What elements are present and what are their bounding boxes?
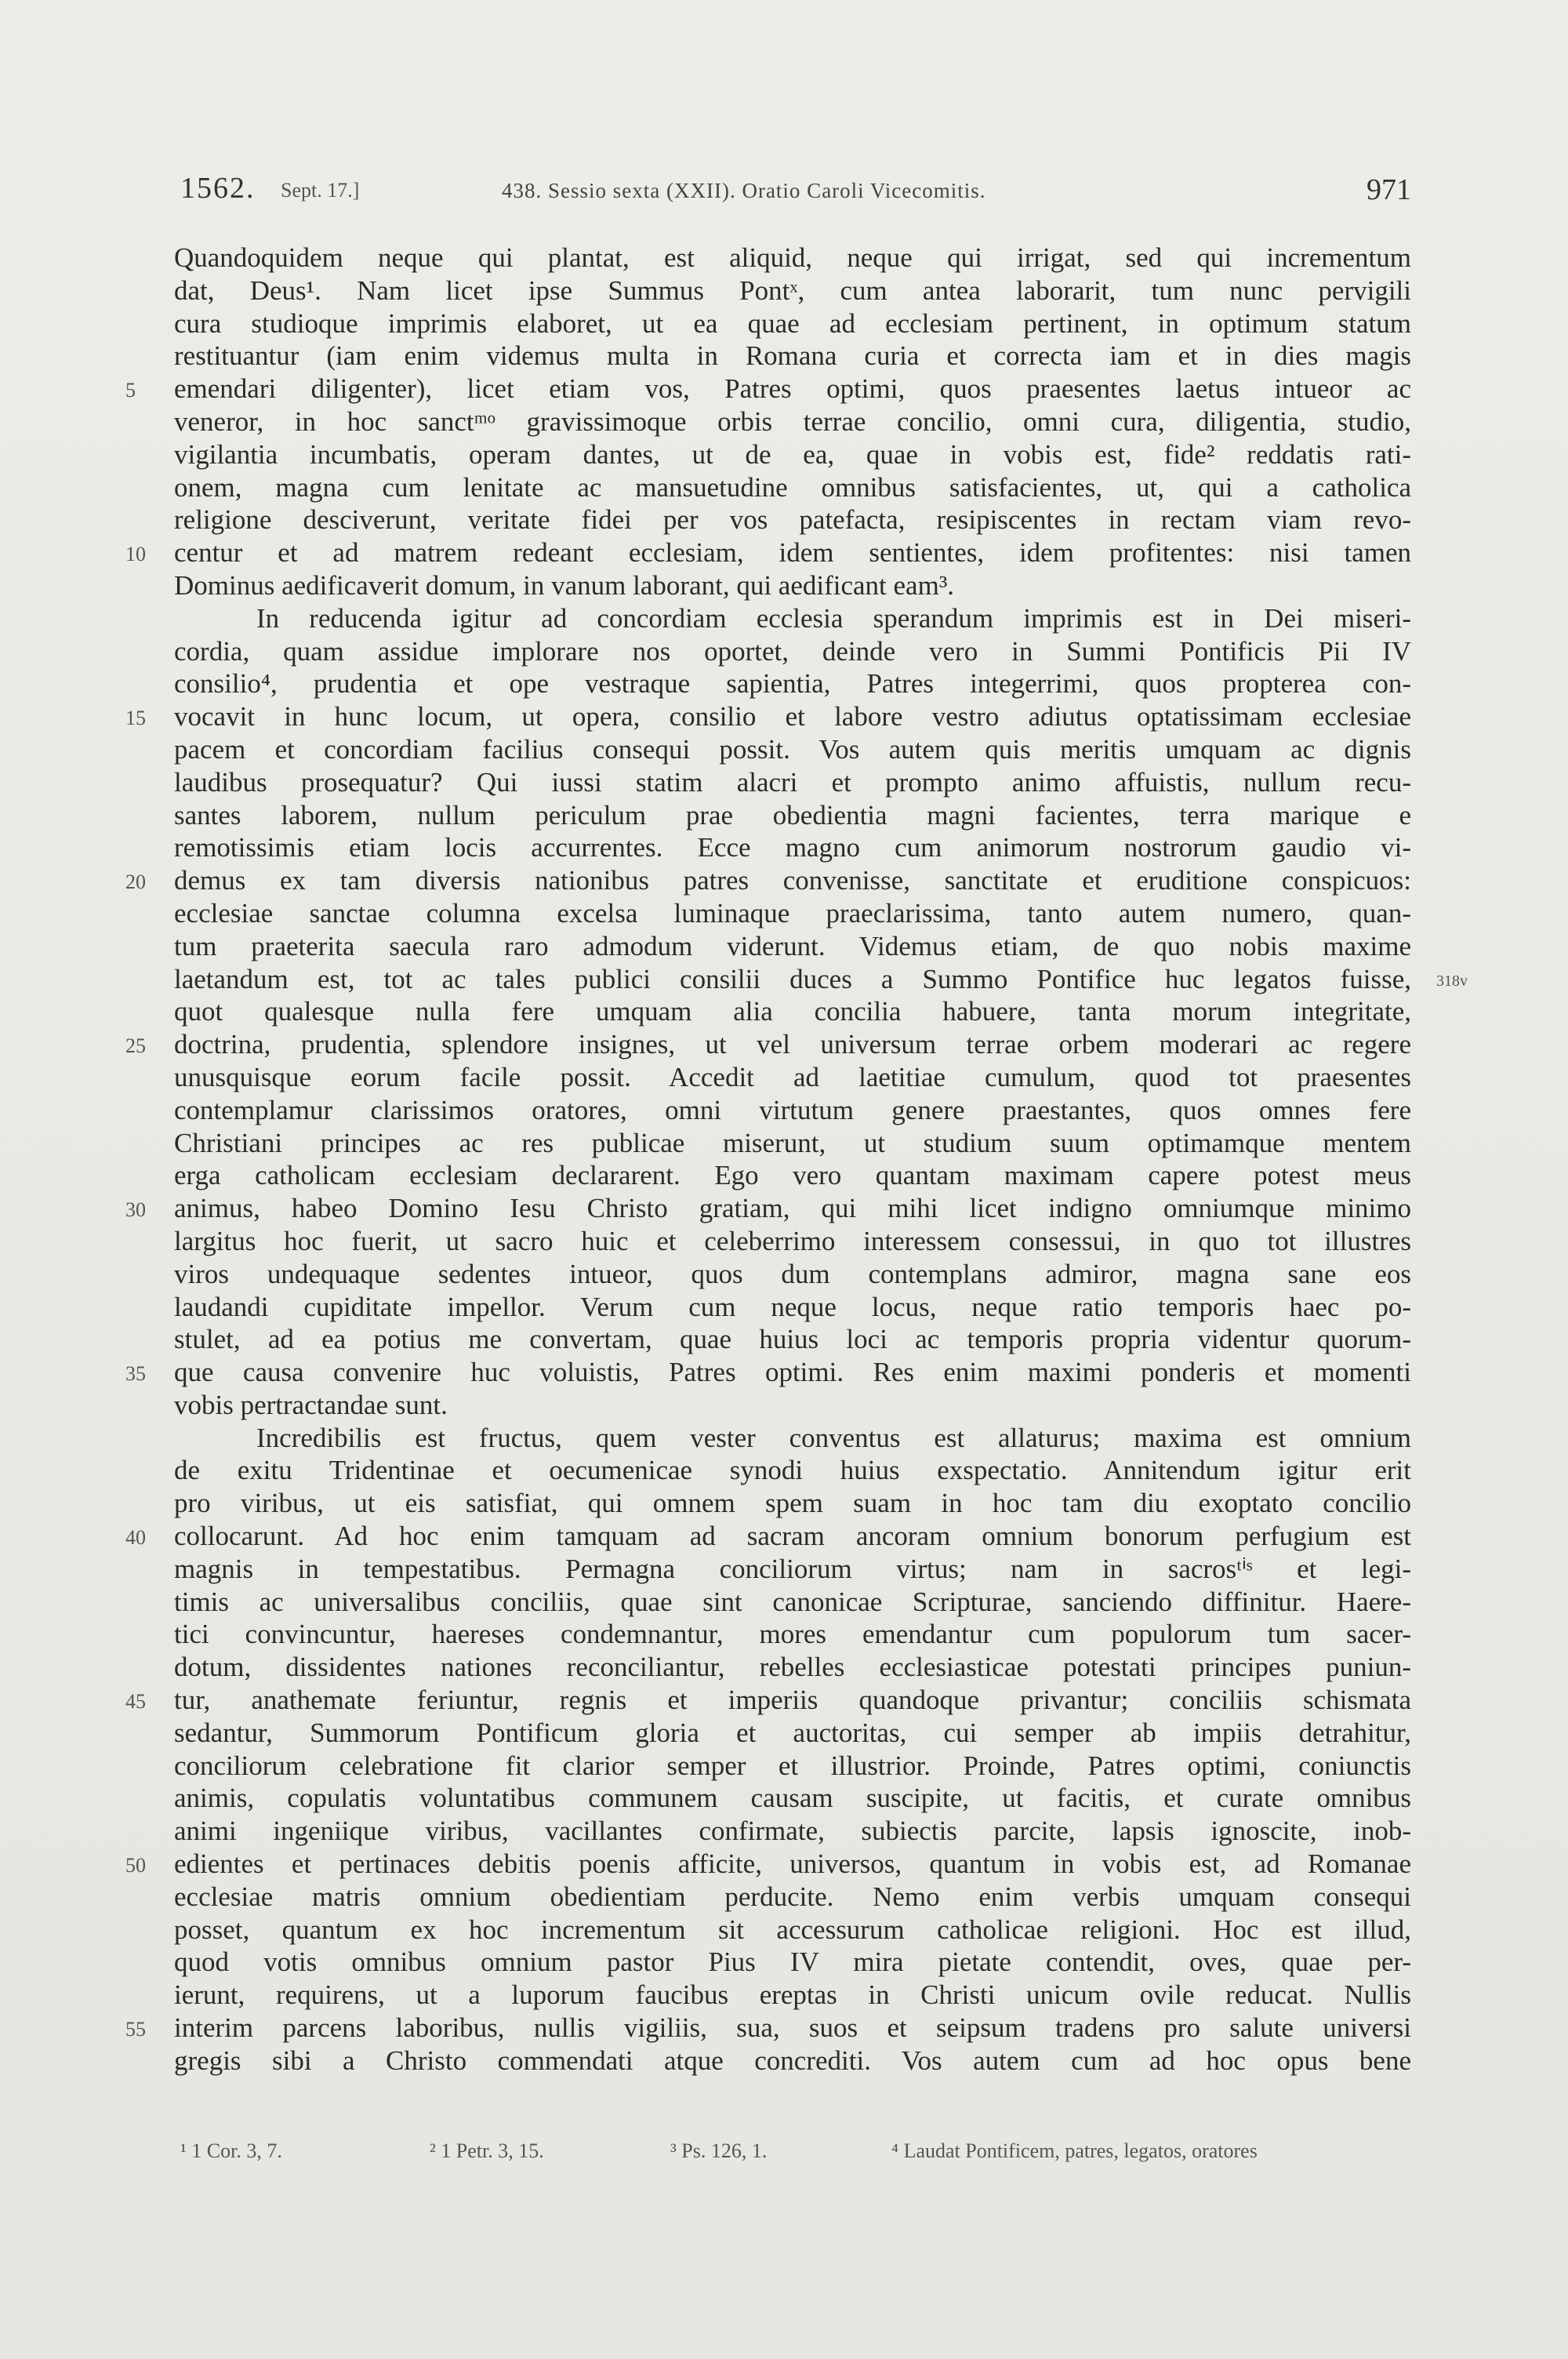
text-line: stulet, ad ea potius me convertam, quae huius loci ac temporis propria videntur quorum- [174,1324,1411,1355]
text-line: doctrina, prudentia, splendore insignes, ut vel universum terrae orbem moderari ac regere [174,1029,1411,1060]
text-line: collocarunt. Ad hoc enim tamquam ad sacram ancoram omnium bonorum perfugium est [174,1521,1411,1552]
header-date: Sept. 17.] [281,179,360,202]
running-header [180,171,1411,218]
text-line: timis ac universalibus conciliis, quae sint canonicae Scripturae, sanciendo diffinitur. Haere- [174,1586,1411,1617]
text-line: animis, copulatis voluntatibus communem causam suscipite, ut facitis, et curate omnibus [174,1783,1411,1814]
text-line: santes laborem, nullum periculum prae obedientia magni facientes, terra marique e [174,799,1411,831]
text-line: laudandi cupiditate impellor. Verum cum neque locus, neque ratio temporis haec po- [174,1291,1411,1322]
text-line: remotissimis etiam locis accurrentes. Ecce magno cum animorum nostrorum gaudio vi- [174,832,1411,863]
text-line: gregis sibi a Christo commendati atque concrediti. Vos autem cum ad hoc opus bene [174,2045,1411,2076]
text-line: dat, Deus¹. Nam licet ipse Summus Pontˣ, cum antea laborarit, tum nunc pervigili [174,274,1411,306]
text-line: laudibus prosequatur? Qui iussi statim alacri et prompto animo affuistis, nullum recu- [174,766,1411,798]
text-line: ierunt, requirens, ut a luporum faucibus ereptas in Christi unicum ovile reducat. Nullis [174,1979,1411,2011]
text-line: Christiani principes ac res publicae miserunt, ut studium suum optimamque mentem [174,1127,1411,1158]
text-line: demus ex tam diversis nationibus patres convenisse, sanctitate et eruditione conspicuos: [174,865,1411,896]
text-line: conciliorum celebratione fit clarior semper et illustrior. Proinde, Patres optimi, coniunctis [174,1750,1411,1781]
text-line: cura studioque imprimis elaboret, ut ea quae ad ecclesiam pertinent, in optimum statum [174,307,1411,339]
text-line: contemplamur clarissimos oratores, omni virtutum genere praestantes, quos omnes fere [174,1094,1411,1125]
text-line: ecclesiae matris omnium obedientiam perducite. Nemo enim verbis umquam consequi [174,1881,1411,1912]
line-number: 20 [125,871,146,894]
footnote-4: ⁴ Laudat Pontificem, patres, legatos, oratores [891,2139,1258,2162]
text-line: restituantur (iam enim videmus multa in Romana curia et correcta iam et in dies magis [174,340,1411,372]
line-number: 15 [125,707,146,730]
text-line: Quandoquidem neque qui plantat, est aliquid, neque qui irrigat, sed qui incrementum [174,242,1411,273]
text-line: centur et ad matrem redeant ecclesiam, idem sentientes, idem profitentes: nisi tamen [174,537,1411,569]
text-line: pacem et concordiam facilius consequi possit. Vos autem quis meritis umquam ac dignis [174,733,1411,765]
text-line: quot qualesque nulla fere umquam alia concilia habuere, tanta morum integritate, [174,996,1411,1027]
header-year: 1562. [180,172,256,205]
line-number: 5 [125,379,136,402]
text-line: sedantur, Summorum Pontificum gloria et auctoritas, cui semper ab impiis detrahitur, [174,1717,1411,1748]
text-line: In reducenda igitur ad concordiam ecclesia sperandum imprimis est in Dei miseri- [256,602,1411,634]
footnotes [180,2139,1411,2171]
text-line: posset, quantum ex hoc incrementum sit accessurum catholicae religioni. Hoc est illud, [174,1914,1411,1945]
text-line: pro viribus, ut eis satisfiat, qui omnem spem suam in hoc tam diu exoptato concilio [174,1488,1411,1519]
text-line: quod votis omnibus omnium pastor Pius IV mira pietate contendit, oves, quae per- [174,1946,1411,1978]
text-line: vocavit in hunc locum, ut opera, consilio et labore vestro adiutus optatissimam ecclesiae [174,701,1411,732]
line-number: 30 [125,1198,146,1222]
text-line: vobis pertractandae sunt. [174,1389,448,1420]
text-line: magnis in tempestatibus. Permagna conciliorum virtus; nam in sacrosᵗⁱˢ et legi- [174,1553,1411,1584]
text-line: emendari diligenter), licet etiam vos, Patres optimi, quos praesentes laetus intueor ac [174,373,1411,405]
text-line: onem, magna cum lenitate ac mansuetudine omnibus satisfacientes, ut, qui a catholica [174,471,1411,503]
text-line: religione desciverunt, veritate fidei per vos patefacta, resipiscentes in rectam viam revo- [174,504,1411,536]
line-number: 55 [125,2018,146,2041]
footnote-1: ¹ 1 Cor. 3, 7. [180,2139,282,2162]
text-line: vigilantia incumbatis, operam dantes, ut de ea, quae in vobis est, fide² reddatis rati- [174,438,1411,470]
text-line: cordia, quam assidue implorare nos oportet, deinde vero in Summi Pontificis Pii IV [174,635,1411,667]
text-line: Incredibilis est fructus, quem vester conventus est allaturus; maxima est omnium [256,1422,1411,1453]
text-line: erga catholicam ecclesiam declararent. Ego vero quantam maximam capere potest meus [174,1160,1411,1191]
text-line: laetandum est, tot ac tales publici consilii duces a Summo Pontifice huc legatos fuisse, [174,963,1411,994]
marginal-folio-note: 318v [1436,972,1468,990]
text-line: consilio⁴, prudentia et ope vestraque sapientia, Patres integerrimi, quos propterea con- [174,668,1411,700]
text-line: dotum, dissidentes nationes reconciliantur, rebelles ecclesiasticae potestati principes puniun- [174,1652,1411,1683]
header-title: 438. Sessio sexta (XXII). Oratio Caroli Vicecomitis. [502,179,986,202]
text-line: tur, anathemate feriuntur, regnis et imperiis quandoque privantur; conciliis schismata [174,1685,1411,1716]
text-line: tici convincuntur, haereses condemnantur, mores emendantur cum populorum tum sacer- [174,1619,1411,1650]
text-line: de exitu Tridentinae et oecumenicae synodi huius exspectatio. Annitendum igitur erit [174,1455,1411,1486]
body-text [174,242,1411,2077]
footnote-2: ² 1 Petr. 3, 15. [430,2139,544,2162]
text-line: interim parcens laboribus, nullis vigiliis, sua, suos et seipsum tradens pro salute universi [174,2012,1411,2044]
text-line: unusquisque eorum facile possit. Accedit ad laetitiae cumulum, quod tot praesentes [174,1061,1411,1092]
text-line: edientes et pertinaces debitis poenis afficite, universos, quantum in vobis est, ad Romanae [174,1848,1411,1880]
text-line: veneror, in hoc sanctᵐᵒ gravissimoque orbis terrae concilio, omni cura, diligentia, studio, [174,405,1411,437]
line-number: 35 [125,1362,146,1386]
line-number: 45 [125,1690,146,1714]
line-number: 10 [125,543,146,566]
footnote-3: ³ Ps. 126, 1. [670,2139,768,2162]
line-number: 50 [125,1854,146,1877]
text-line: largitus hoc fuerit, ut sacro huic et celeberrimo interessem consessui, in quo tot illustres [174,1225,1411,1256]
text-line: Dominus aedificaverit domum, in vanum laborant, qui aedificant eam³. [174,569,955,601]
text-line: tum praeterita saecula raro admodum viderunt. Videmus etiam, de quo nobis maxime [174,930,1411,961]
text-line: que causa convenire huc voluistis, Patres optimi. Res enim maximi ponderis et momenti [174,1357,1411,1388]
text-line: viros undequaque sedentes intueor, quos dum contemplans admiror, magna sane eos [174,1258,1411,1289]
text-line: animus, habeo Domino Iesu Christo gratiam, qui mihi licet indigno omniumque minimo [174,1193,1411,1224]
line-number: 25 [125,1034,146,1058]
text-line: ecclesiae sanctae columna excelsa luminaque praeclarissima, tanto autem numero, quan- [174,897,1411,929]
line-number: 40 [125,1526,146,1550]
page-number: 971 [1367,173,1411,206]
text-line: animi ingeniique viribus, vacillantes confirmate, subiectis parcite, lapsis ignoscite, inob- [174,1816,1411,1847]
